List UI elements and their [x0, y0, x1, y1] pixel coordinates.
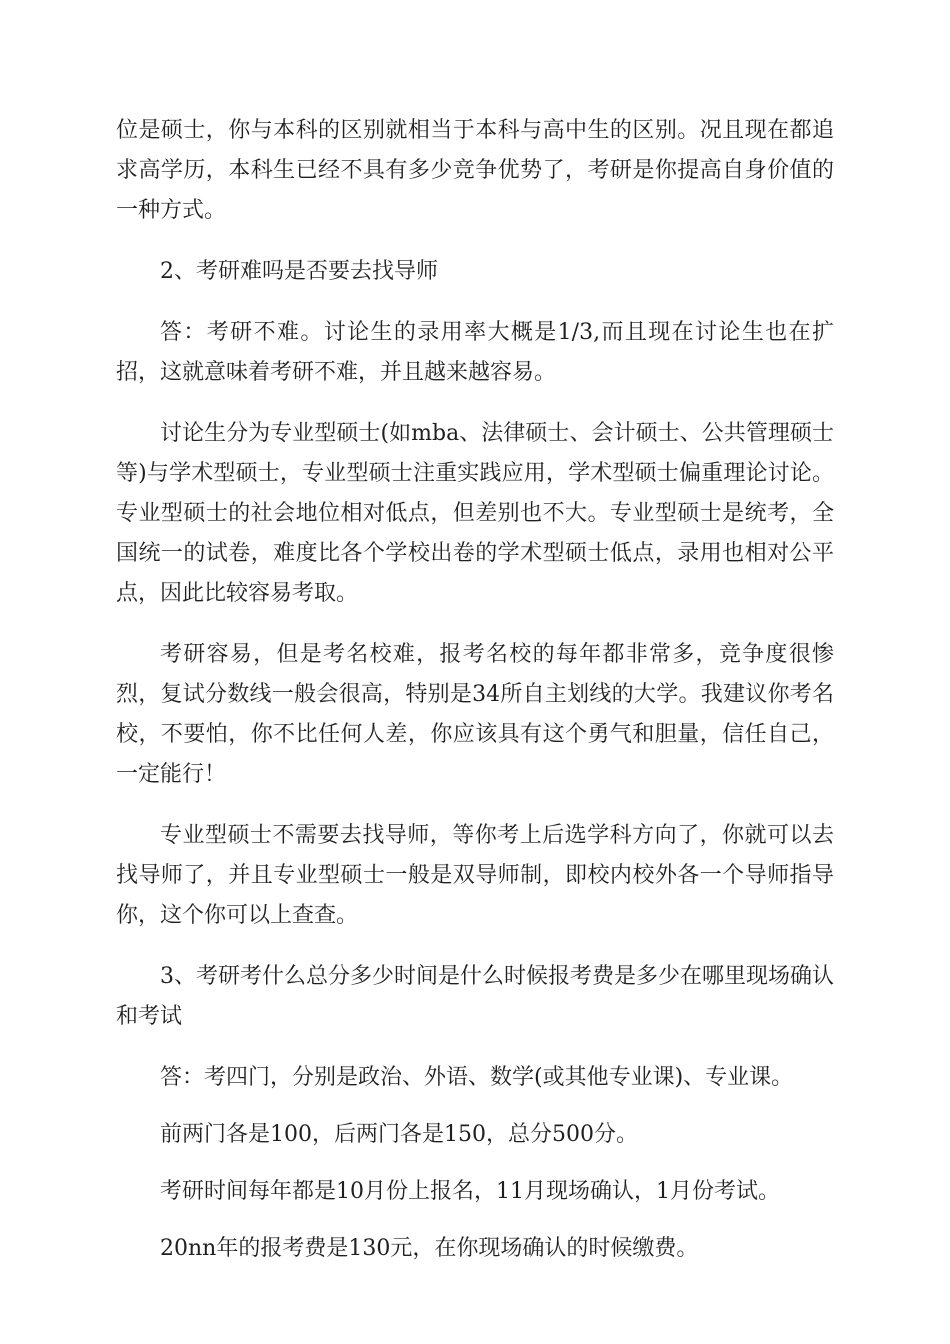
- body-paragraph: 讨论生分为专业型硕士(如mba、法律硕士、会计硕士、公共管理硕士等)与学术型硕士，专业型硕士注重实践应用，学术型硕士偏重理论讨论。专业型硕士的社会地位相对低点，但差别也不大。专业型硕士是统考，全国统一的试卷，难度比各个学校出卷的学术型硕士低点，录用也相对公平点，因此比较容易考取。: [116, 421, 834, 606]
- paragraph-continuation: 位是硕士，你与本科的区别就相当于本科与高中生的区别。况且现在都追求高学历，本科生已经不具有多少竞争优势了，考研是你提高自身价值的一种方式。: [116, 118, 834, 223]
- document-body: [116, 111, 834, 1286]
- body-paragraph: 前两门各是100，后两门各是150，总分500分。: [160, 1122, 638, 1147]
- body-paragraph: 20nn年的报考费是130元，在你现场确认的时候缴费。: [160, 1236, 699, 1261]
- question-heading-3: 3、考研考什么总分多少时间是什么时候报考费是多少在哪里现场确认和考试: [116, 964, 834, 1029]
- answer-paragraph: 答：考研不难。讨论生的录用率大概是1/3,而且现在讨论生也在扩招，这就意味着考研不难，并且越来越容易。: [116, 320, 834, 385]
- body-paragraph: 考研时间每年都是10月份上报名，11月现场确认，1月份考试。: [160, 1179, 780, 1204]
- question-heading-2: 2、考研难吗是否要去找导师: [160, 259, 438, 284]
- body-paragraph: 考研容易，但是考名校难，报考名校的每年都非常多，竞争度很惨烈，复试分数线一般会很高，特别是34所自主划线的大学。我建议你考名校，不要怕，你不比任何人差，你应该具有这个勇气和胆量，信任自己，一定能行！: [116, 642, 834, 787]
- answer-paragraph: 答：考四门，分别是政治、外语、数学(或其他专业课)、专业课。: [160, 1065, 794, 1090]
- body-paragraph: 专业型硕士不需要去找导师，等你考上后选学科方向了，你就可以去找导师了，并且专业型硕士一般是双导师制，即校内校外各一个导师指导你，这个你可以上查查。: [116, 823, 834, 928]
